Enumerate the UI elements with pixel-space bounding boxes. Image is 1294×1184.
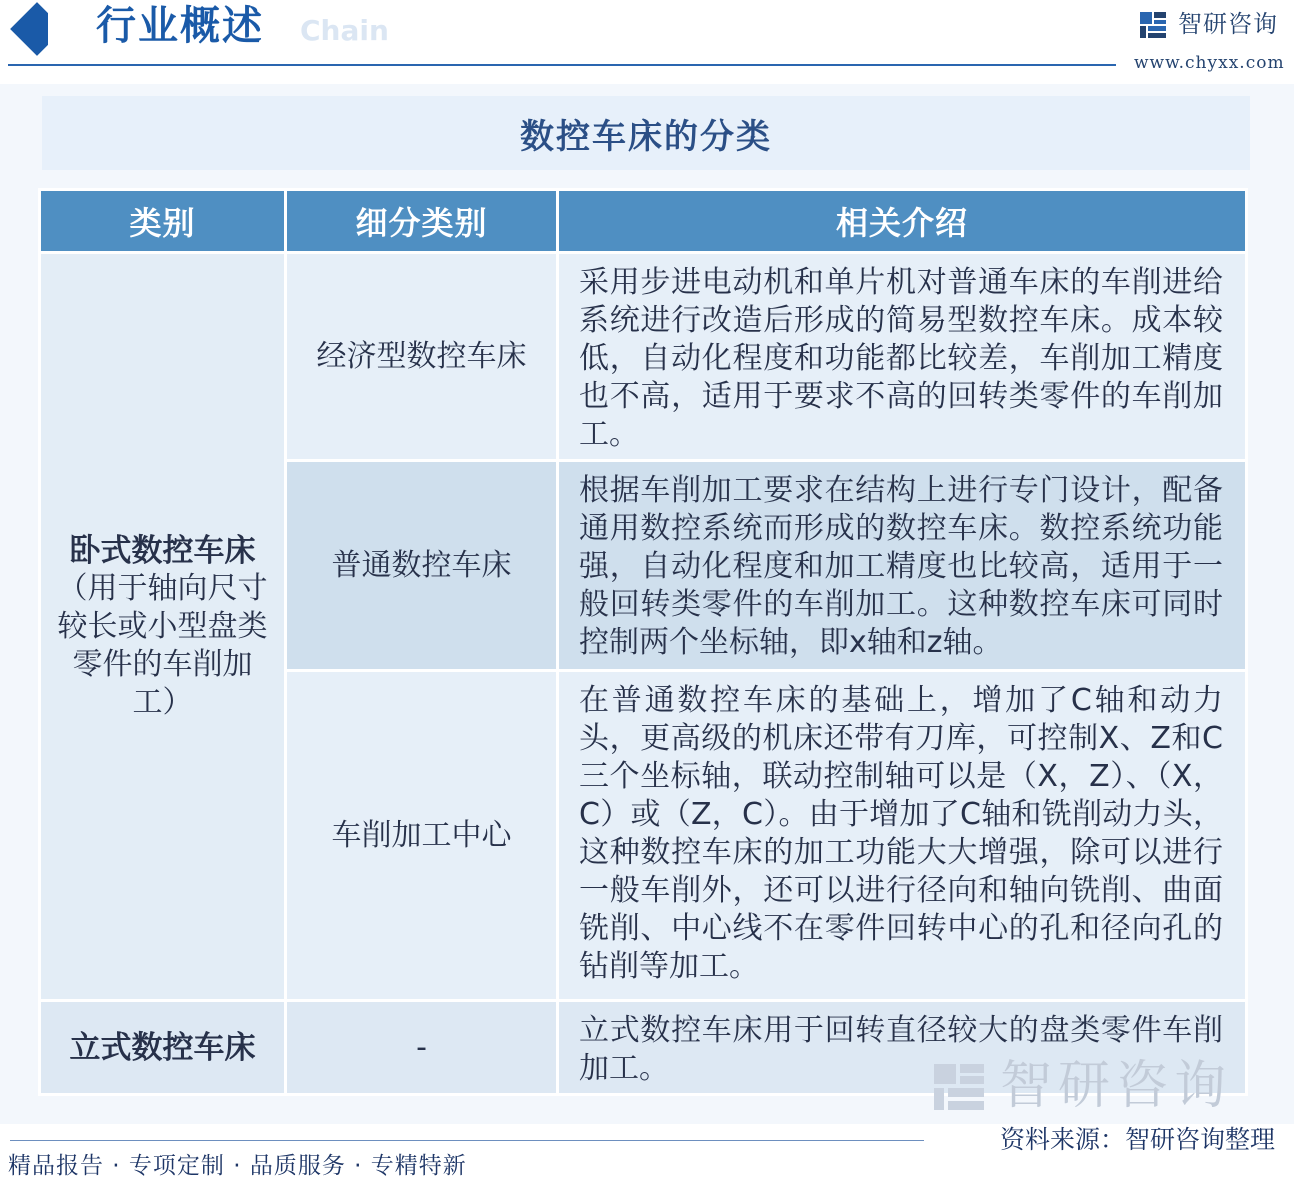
header-watermark: Chain [300, 14, 389, 47]
brand-name: 智研咨询 [1178, 10, 1278, 38]
footer-divider [10, 1140, 924, 1141]
subcategory-cell: 经济型数控车床 [286, 253, 558, 461]
column-header-description: 相关介绍 [558, 190, 1247, 253]
column-header-category: 类别 [40, 190, 286, 253]
subcategory-cell: - [286, 1001, 558, 1095]
description-cell: 立式数控车床用于回转直径较大的盘类零件车削加工。 [558, 1001, 1247, 1095]
category-cell [40, 1001, 286, 1095]
column-header-subcategory: 细分类别 [286, 190, 558, 253]
brand-logo-icon [1138, 10, 1168, 40]
description-cell: 根据车削加工要求在结构上进行专门设计，配备通用数控系统而形成的数控车床。数控系统功能强，自动化程度和加工精度也比较高，适用于一般回转类零件的车削加工。这种数控车床可同时控制两个坐标轴，即x轴和z轴。 [558, 461, 1247, 671]
table-header-row [40, 190, 1247, 253]
table-row [40, 253, 1247, 461]
description-cell: 采用步进电动机和单片机对普通车床的车削进给系统进行改造后形成的简易型数控车床。成本较低，自动化程度和功能都比较差，车削加工精度也不高，适用于要求不高的回转类零件的车削加工。 [558, 253, 1247, 461]
subcategory-cell: 普通数控车床 [286, 461, 558, 671]
table-title-box [42, 96, 1250, 170]
header-title: 行业概述 [96, 3, 264, 49]
description-cell: 在普通数控车床的基础上，增加了C轴和动力头，更高级的机床还带有刀库，可控制X、Z和C三个坐标轴，联动控制轴可以是（X，Z）、（X，C）或（Z，C）。由于增加了C轴和铣削动力头，这种数控车床的加工功能大大增强，除可以进行一般车削外，还可以进行径向和轴向铣削、曲面铣削、中心线不在零件回转中心的孔和径向孔的钻削等加工。 [558, 671, 1247, 1001]
footer-slogan: 精品报告 · 专项定制 · 品质服务 · 专精特新 [8, 1153, 467, 1179]
watermark-logo-icon [932, 1062, 986, 1112]
brand-url: www.chyxx.com [1134, 53, 1285, 73]
source-note: 资料来源：智研咨询整理 [1000, 1125, 1276, 1154]
subcategory-cell: 车削加工中心 [286, 671, 558, 1001]
category-name: 卧式数控车床 [69, 532, 256, 569]
classification-table [38, 188, 1248, 1096]
category-note: （用于轴向尺寸较长或小型盘类零件的车削加工） [57, 570, 268, 720]
header-divider [8, 64, 1116, 66]
table-title: 数控车床的分类 [520, 116, 772, 157]
watermark-text: 智研咨询 [1000, 1056, 1233, 1116]
category-cell [40, 253, 286, 1001]
category-name: 立式数控车床 [69, 1029, 256, 1066]
